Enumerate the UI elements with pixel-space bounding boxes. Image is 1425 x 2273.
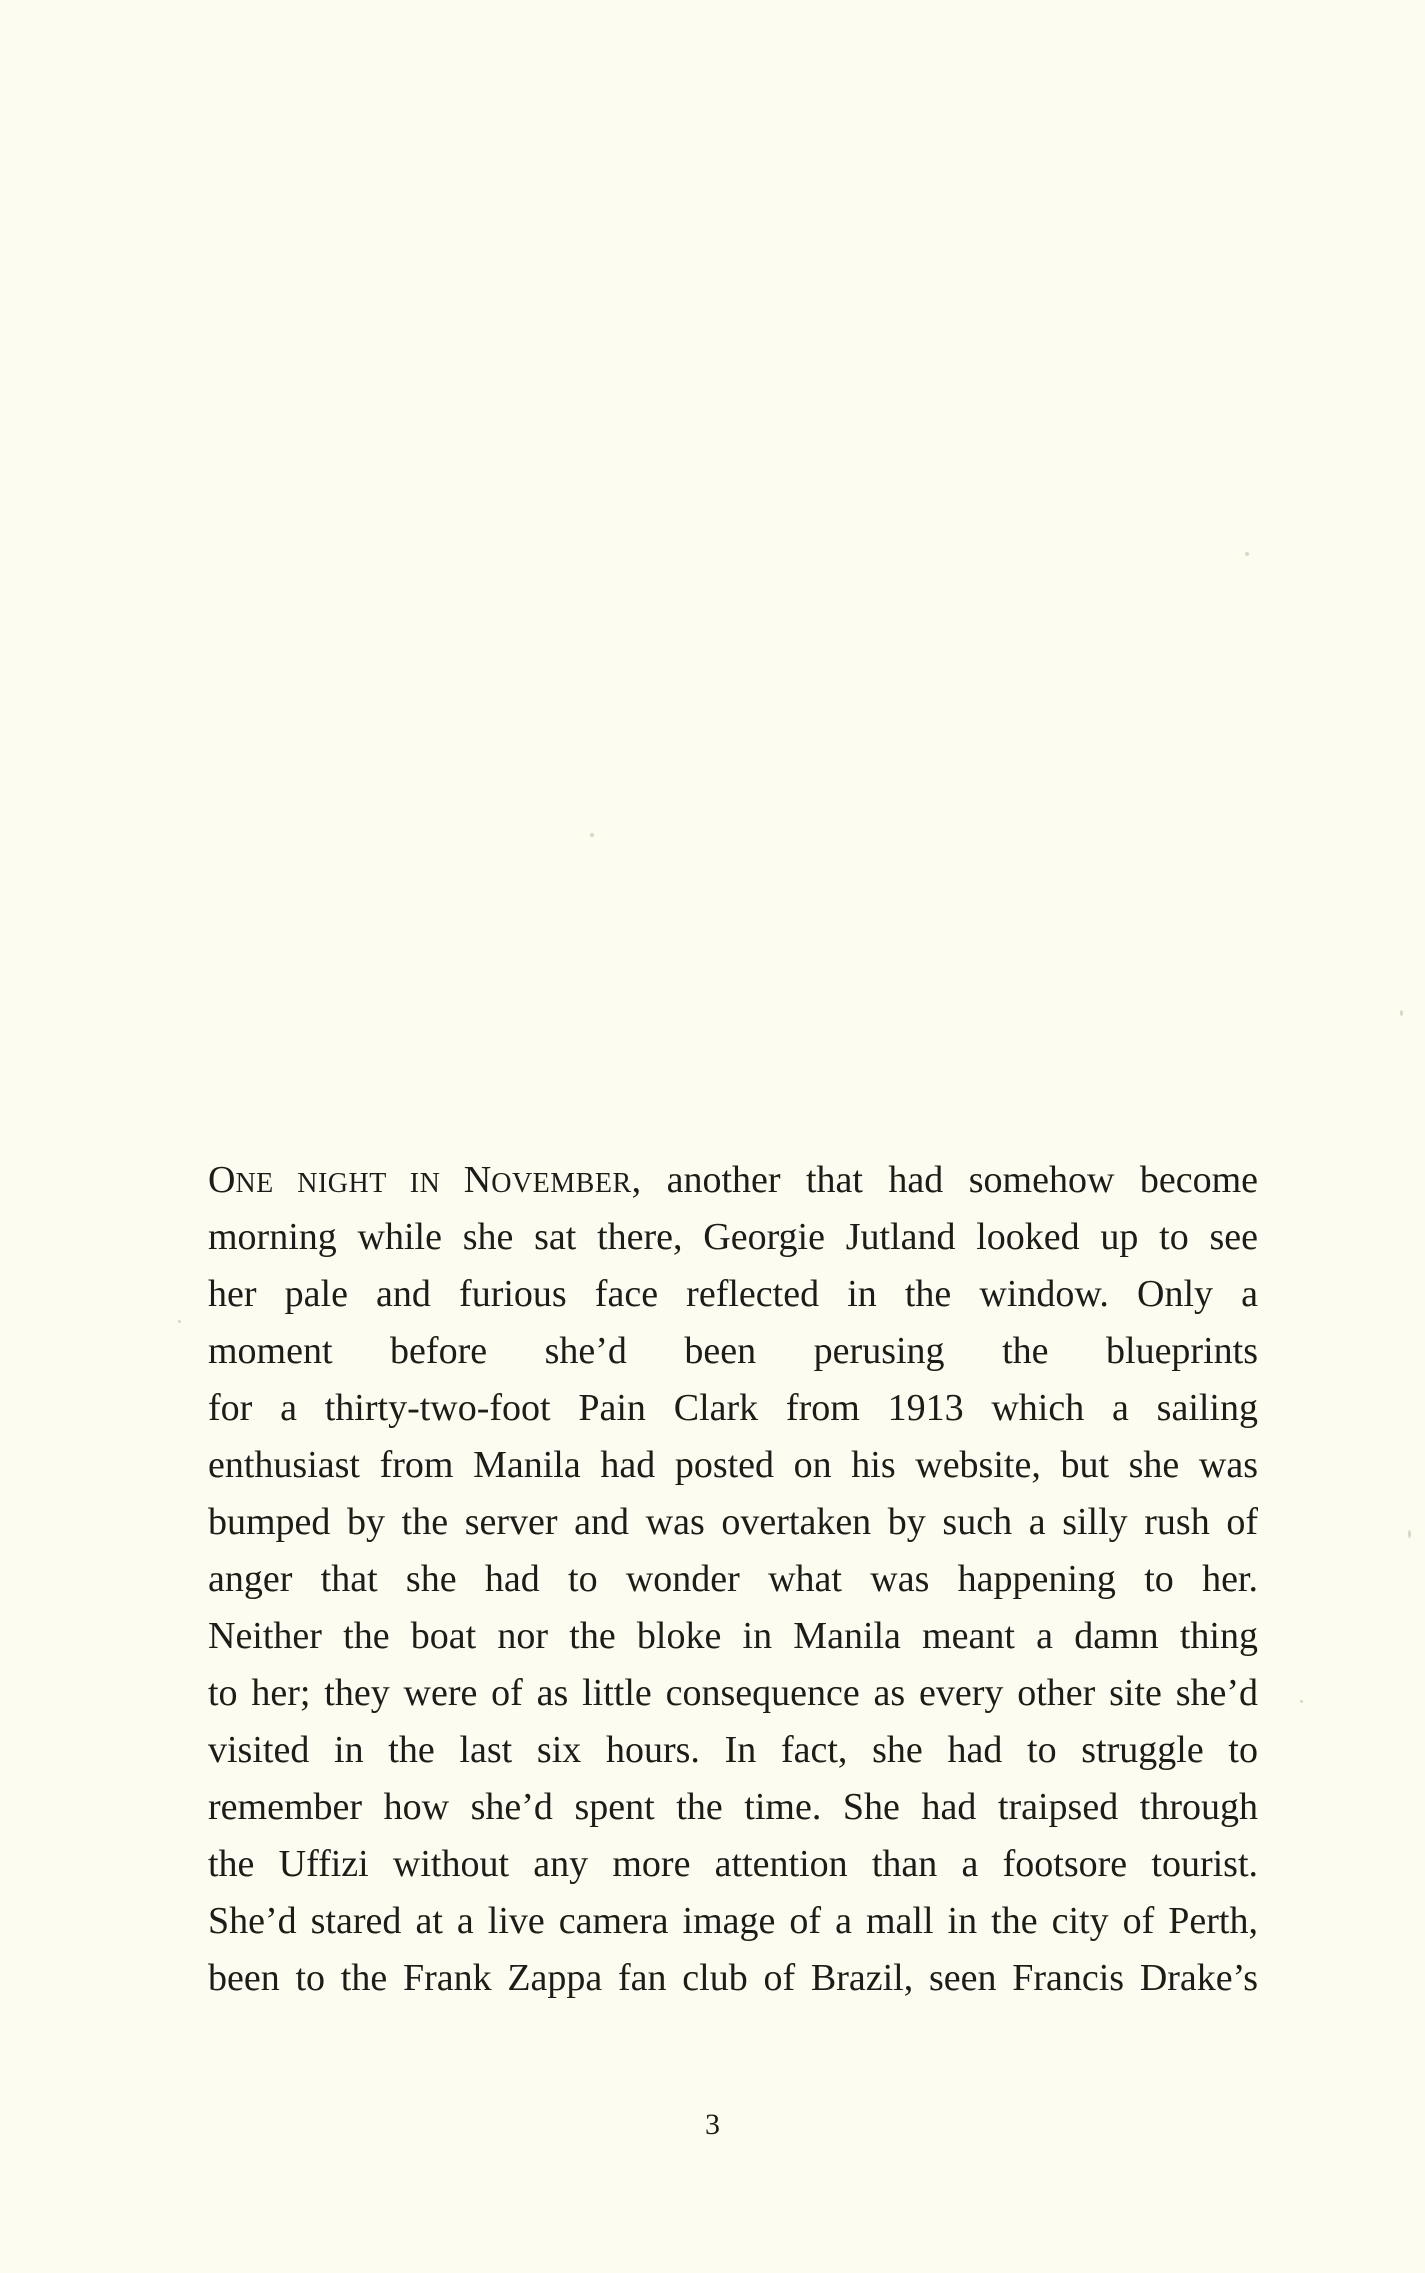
text-line: to her; they were of as little consequence as every other site she’d xyxy=(208,1672,1258,1714)
smallcaps-initial: N xyxy=(463,1159,492,1201)
smallcaps-lead: NE NIGHT IN xyxy=(235,1168,464,1199)
smallcaps-lead: OVEMBER xyxy=(491,1168,632,1199)
paper-speck xyxy=(178,1320,181,1323)
body-text xyxy=(208,1152,1258,2007)
text-line: the Uffizi without any more attention than a footsore tourist. xyxy=(208,1843,1258,1885)
text-line: for a thirty-two-foot Pain Clark from 1913 which a sailing xyxy=(208,1387,1258,1429)
text-line: moment before she’d been perusing the blueprints xyxy=(208,1330,1258,1372)
text-line: morning while she sat there, Georgie Jutland looked up to see xyxy=(208,1216,1258,1258)
opening-line-rest: , another that had somehow become xyxy=(631,1159,1258,1201)
text-line: bumped by the server and was overtaken by such a silly rush of xyxy=(208,1501,1258,1543)
text-line: visited in the last six hours. In fact, she had to struggle to xyxy=(208,1729,1258,1771)
paper-speck xyxy=(1400,1010,1403,1016)
opening-line xyxy=(208,1152,1258,1209)
paper-speck xyxy=(1245,552,1249,556)
page-number: 3 xyxy=(705,2108,720,2141)
paper-speck xyxy=(590,833,594,837)
text-line: She’d stared at a live camera image of a mall in the city of Perth, xyxy=(208,1900,1258,1942)
text-line: enthusiast from Manila had posted on his website, but she was xyxy=(208,1444,1258,1486)
text-line: been to the Frank Zappa fan club of Brazil, seen Francis Drake’s xyxy=(208,1957,1258,1999)
text-line: Neither the boat nor the bloke in Manila meant a damn thing xyxy=(208,1615,1258,1657)
paper-speck xyxy=(1300,1700,1303,1703)
text-line: remember how she’d spent the time. She had traipsed through xyxy=(208,1786,1258,1828)
paper-speck xyxy=(1408,1530,1411,1538)
smallcaps-initial: O xyxy=(208,1159,236,1201)
text-line: anger that she had to wonder what was happening to her. xyxy=(208,1558,1258,1600)
text-line: her pale and furious face reflected in the window. Only a xyxy=(208,1273,1258,1315)
